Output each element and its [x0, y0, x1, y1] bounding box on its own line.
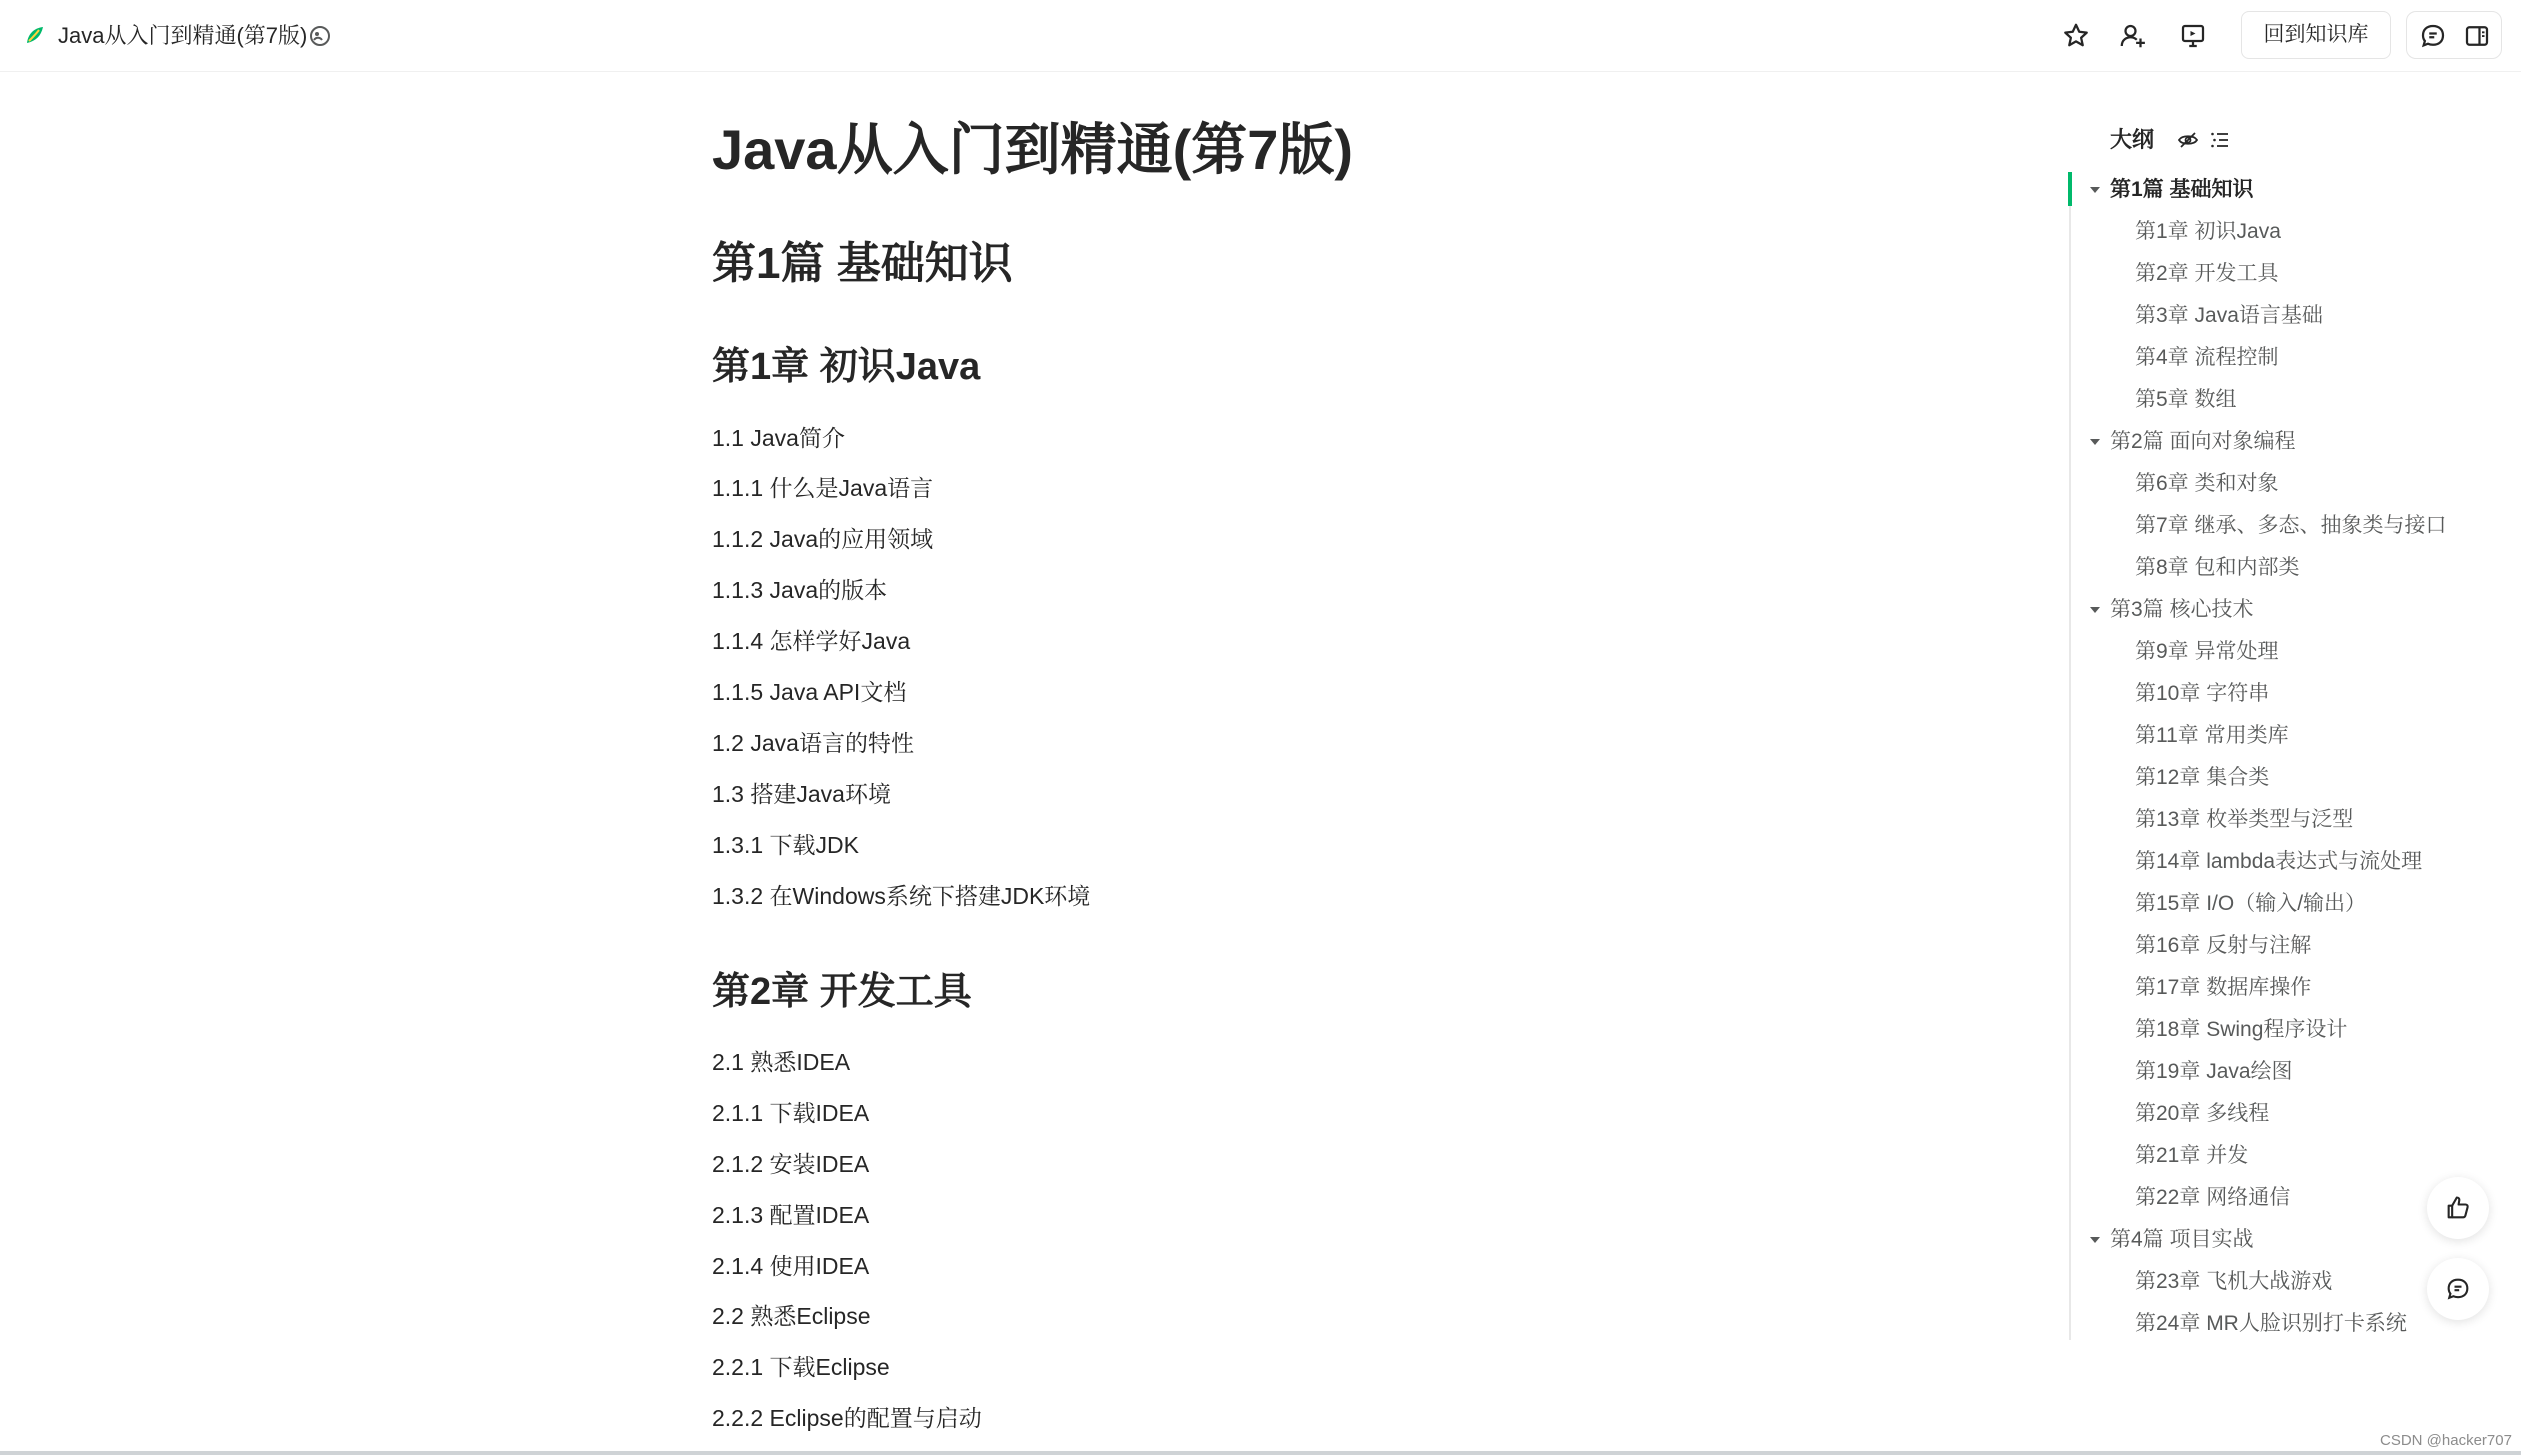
outline-item[interactable]: 第19章 Java绘图: [2135, 1060, 2293, 1083]
outline-item[interactable]: 第23章 飞机大战游戏: [2135, 1270, 2333, 1293]
add-user-icon: [2118, 21, 2148, 51]
outline-item[interactable]: 第22章 网络通信: [2135, 1186, 2291, 1209]
outline-item-part-4[interactable]: 第4篇 项目实战: [2110, 1228, 2254, 1251]
heading-part-1: 第1篇 基础知识: [712, 239, 1013, 288]
comment-icon: [2418, 21, 2448, 51]
outline-item[interactable]: 第10章 字符串: [2135, 682, 2270, 705]
outline-item-part-2[interactable]: 第2篇 面向对象编程: [2110, 430, 2296, 453]
outline-item[interactable]: 第21章 并发: [2135, 1144, 2249, 1167]
outline-item[interactable]: 第3章 Java语言基础: [2135, 304, 2323, 327]
document-title: Java从入门到精通(第7版): [712, 118, 1354, 181]
watermark: CSDN @hacker707: [2380, 1432, 2512, 1449]
heading-chapter-1: 第1章 初识Java: [712, 346, 981, 388]
floating-comment-button[interactable]: [2427, 1258, 2489, 1320]
paragraph: 2.1.2 安装IDEA: [712, 1151, 870, 1177]
outline-item[interactable]: 第18章 Swing程序设计: [2135, 1018, 2348, 1041]
paragraph: 2.2 熟悉Eclipse: [712, 1303, 871, 1329]
outline-item[interactable]: 第17章 数据库操作: [2135, 976, 2312, 999]
outline-item-part-1[interactable]: 第1篇 基础知识: [2110, 178, 2254, 201]
caret-down-icon[interactable]: [2088, 1233, 2102, 1247]
outline-item[interactable]: 第14章 lambda表达式与流处理: [2135, 850, 2423, 873]
paragraph: 1.1.2 Java的应用领域: [712, 526, 934, 552]
outline-item-part-3[interactable]: 第3篇 核心技术: [2110, 598, 2254, 621]
outline-list-icon[interactable]: [2208, 128, 2232, 152]
comment-icon: [2444, 1275, 2472, 1303]
eye-off-icon[interactable]: [2176, 128, 2200, 152]
outline-item[interactable]: 第1章 初识Java: [2135, 220, 2281, 243]
outline-item[interactable]: 第11章 常用类库: [2135, 724, 2289, 747]
paragraph: 2.2.1 下载Eclipse: [712, 1354, 890, 1380]
outline-item[interactable]: 第16章 反射与注解: [2135, 934, 2312, 957]
outline-item[interactable]: 第8章 包和内部类: [2135, 556, 2300, 579]
thumbs-up-icon: [2444, 1194, 2472, 1222]
caret-down-icon[interactable]: [2088, 603, 2102, 617]
present-icon: [2178, 21, 2208, 51]
paragraph: 2.1.4 使用IDEA: [712, 1253, 870, 1279]
outline-item[interactable]: 第13章 枚举类型与泛型: [2135, 808, 2354, 831]
paragraph: 1.1.5 Java API文档: [712, 679, 907, 705]
paragraph: 1.3.2 在Windows系统下搭建JDK环境: [712, 883, 1091, 909]
present-button[interactable]: [2171, 14, 2215, 58]
outline-active-indicator: [2068, 172, 2072, 206]
outline-item[interactable]: 第6章 类和对象: [2135, 472, 2279, 495]
outline-item[interactable]: 第9章 异常处理: [2135, 640, 2279, 663]
paragraph: 2.1 熟悉IDEA: [712, 1049, 851, 1075]
paragraph: 1.3.1 下载JDK: [712, 832, 859, 858]
logo-icon[interactable]: [24, 24, 46, 46]
paragraph: 1.3 搭建Java环境: [712, 781, 891, 807]
top-bar: [0, 0, 2521, 72]
bottom-divider: [0, 1451, 2521, 1455]
paragraph: 1.1 Java简介: [712, 425, 845, 451]
star-icon: [2061, 21, 2091, 51]
add-collaborator-button[interactable]: [2111, 14, 2155, 58]
outline-item[interactable]: 第2章 开发工具: [2135, 262, 2279, 285]
heading-chapter-2: 第2章 开发工具: [712, 971, 972, 1013]
outline-item[interactable]: 第7章 继承、多态、抽象类与接口: [2135, 514, 2447, 537]
sidebar-toggle-icon: [2462, 21, 2492, 51]
outline-rail: [2069, 172, 2071, 1340]
outline-item[interactable]: 第12章 集合类: [2135, 766, 2270, 789]
comment-button[interactable]: [2411, 14, 2455, 58]
outline-title: 大纲: [2110, 127, 2155, 152]
paragraph: 1.2 Java语言的特性: [712, 730, 914, 756]
outline-item[interactable]: 第20章 多线程: [2135, 1102, 2270, 1125]
toolbar-pill: [2406, 11, 2502, 59]
document-name[interactable]: Java从入门到精通(第7版): [58, 23, 308, 48]
outline-item[interactable]: 第24章 MR人脸识别打卡系统: [2135, 1312, 2407, 1335]
outline-item[interactable]: 第5章 数组: [2135, 388, 2237, 411]
outline-item[interactable]: 第15章 I/O（输入/输出）: [2135, 892, 2367, 915]
collab-icon[interactable]: [308, 24, 332, 48]
paragraph: 1.1.1 什么是Java语言: [712, 475, 934, 501]
like-button[interactable]: [2427, 1177, 2489, 1239]
caret-down-icon[interactable]: [2088, 183, 2102, 197]
caret-down-icon[interactable]: [2088, 435, 2102, 449]
paragraph: 2.1.1 下载IDEA: [712, 1100, 870, 1126]
star-button[interactable]: [2054, 14, 2098, 58]
paragraph: 2.2.2 Eclipse的配置与启动: [712, 1405, 982, 1431]
paragraph: 2.1.3 配置IDEA: [712, 1202, 870, 1228]
sidebar-toggle-button[interactable]: [2455, 14, 2499, 58]
back-to-knowledge-base-button[interactable]: 回到知识库: [2241, 11, 2391, 59]
paragraph: 1.1.4 怎样学好Java: [712, 628, 911, 654]
paragraph: 1.1.3 Java的版本: [712, 577, 888, 603]
outline-item[interactable]: 第4章 流程控制: [2135, 346, 2279, 369]
